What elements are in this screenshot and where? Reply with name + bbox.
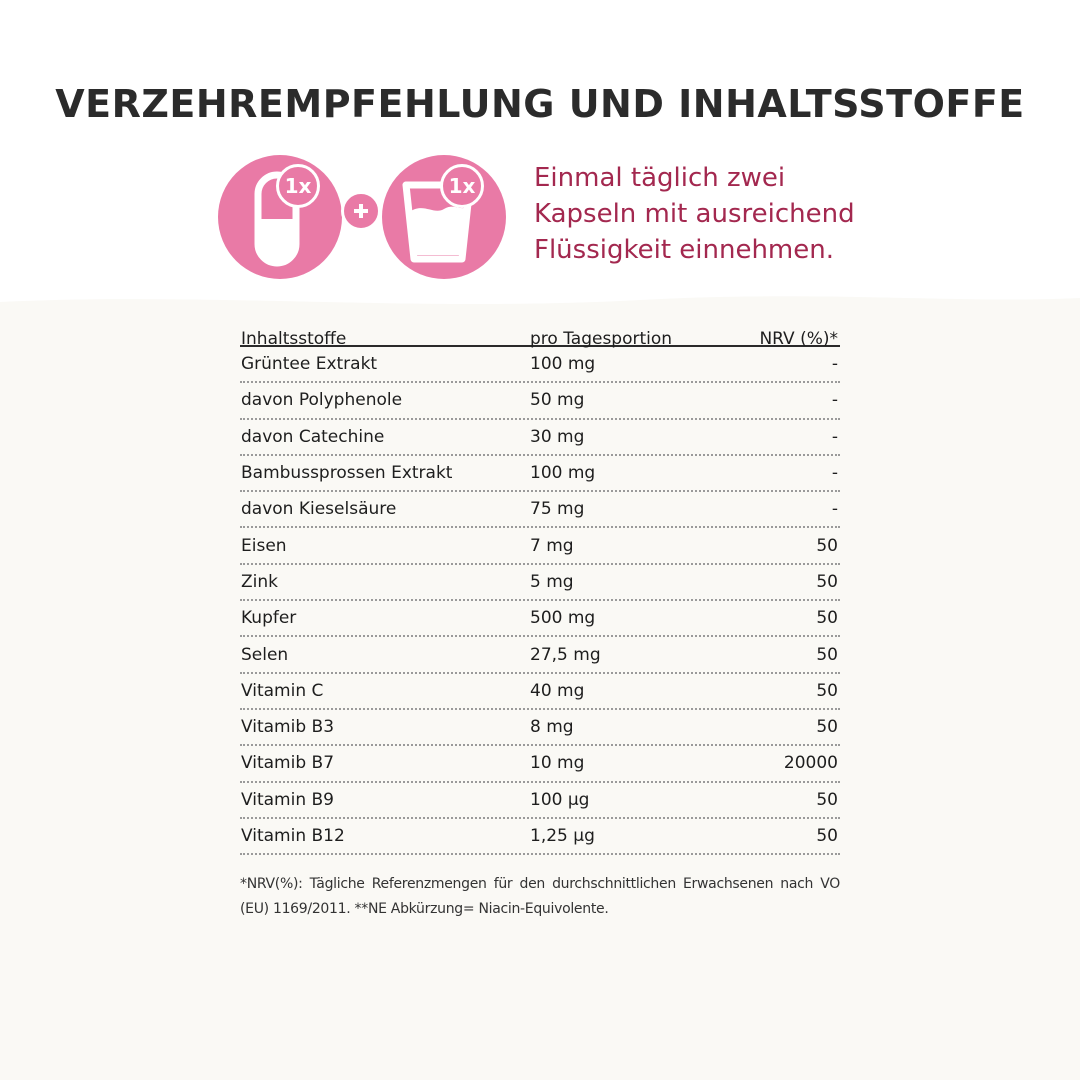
ingredient-amount: 27,5 mg: [530, 644, 601, 665]
ingredient-amount: 5 mg: [530, 571, 574, 592]
ingredient-amount: 100 µg: [530, 789, 590, 810]
ingredient-name: Bambussprossen Extrakt: [241, 463, 453, 484]
ingredient-name: Selen: [241, 644, 289, 665]
table-row: [240, 383, 840, 419]
ingredient-nrv: 20000: [783, 753, 838, 774]
page-title: VERZEHREMPFEHLUNG UND INHALTSSTOFFE: [55, 82, 1025, 126]
ingredient-nrv: 50: [816, 535, 838, 556]
ingredient-name: Vitamib B3: [241, 717, 335, 738]
ingredient-nrv: 50: [816, 680, 838, 701]
table-row: [240, 674, 840, 710]
ingredients-table: [240, 315, 840, 855]
table-row: [240, 746, 840, 782]
table-row: [240, 420, 840, 456]
capsule-count-badge: 1x: [276, 164, 320, 208]
glass-count-badge: 1x: [440, 164, 484, 208]
ingredient-name: davon Polyphenole: [241, 390, 403, 411]
ingredient-name: davon Catechine: [241, 426, 385, 447]
ingredient-name: davon Kieselsäure: [241, 499, 397, 520]
header-ingredients: Inhaltsstoffe: [241, 329, 347, 349]
table-row: [240, 819, 840, 855]
table-row: [240, 347, 840, 383]
table-row: [240, 783, 840, 819]
ingredient-nrv: -: [831, 463, 838, 484]
ingredient-amount: 10 mg: [530, 753, 585, 774]
ingredient-amount: 40 mg: [530, 680, 585, 701]
ingredient-amount: 30 mg: [530, 426, 585, 447]
ingredient-nrv: 50: [816, 644, 838, 665]
instruction-line: Kapseln mit ausreichend: [534, 199, 855, 229]
ingredient-name: Vitamib B7: [241, 753, 335, 774]
ingredient-amount: 8 mg: [530, 717, 574, 738]
ingredient-nrv: -: [831, 390, 838, 411]
ingredient-nrv: 50: [816, 571, 838, 592]
ingredient-name: Eisen: [241, 535, 287, 556]
ingredient-amount: 100 mg: [530, 463, 596, 484]
ingredient-name: Kupfer: [241, 608, 297, 629]
ingredient-nrv: 50: [816, 789, 838, 810]
ingredient-nrv: 50: [816, 717, 838, 738]
ingredient-nrv: -: [831, 354, 838, 375]
header-daily-portion: pro Tagesportion: [530, 329, 673, 349]
ingredient-nrv: 50: [816, 608, 838, 629]
instruction-line: Einmal täglich zwei: [534, 163, 786, 193]
table-row: [240, 528, 840, 564]
plus-icon: [341, 191, 381, 231]
table-header-row: [240, 315, 840, 347]
table-row: [240, 601, 840, 637]
ingredient-nrv: -: [831, 426, 838, 447]
ingredient-nrv: -: [831, 499, 838, 520]
table-body: [240, 347, 840, 855]
ingredient-name: Grüntee Extrakt: [241, 354, 378, 375]
ingredient-amount: 75 mg: [530, 499, 585, 520]
table-row: [240, 492, 840, 528]
ingredient-amount: 7 mg: [530, 535, 574, 556]
ingredient-name: Vitamin B9: [241, 789, 335, 810]
ingredient-amount: 1,25 µg: [530, 826, 595, 846]
table-row: [240, 637, 840, 673]
table-row: [240, 456, 840, 492]
ingredient-name: Zink: [241, 571, 278, 592]
nrv-footnote: *NRV(%): Tägliche Referenzmengen für den durchschnittlichen Erwachsenen nach VO (EU) 1169/2011. **NE Abkürzung= Niacin-Equivolente.: [240, 876, 840, 917]
table-row: [240, 565, 840, 601]
intake-instruction: [534, 160, 934, 268]
ingredient-name: Vitamin B12: [241, 826, 345, 846]
table-row: [240, 710, 840, 746]
ingredient-amount: 100 mg: [530, 354, 596, 375]
ingredient-nrv: 50: [816, 826, 838, 846]
ingredient-amount: 500 mg: [530, 608, 596, 629]
header-nrv: NRV (%)*: [759, 329, 838, 349]
instruction-line: Flüssigkeit einnehmen.: [534, 235, 835, 265]
ingredient-amount: 50 mg: [530, 390, 585, 411]
ingredient-name: Vitamin C: [241, 680, 324, 701]
